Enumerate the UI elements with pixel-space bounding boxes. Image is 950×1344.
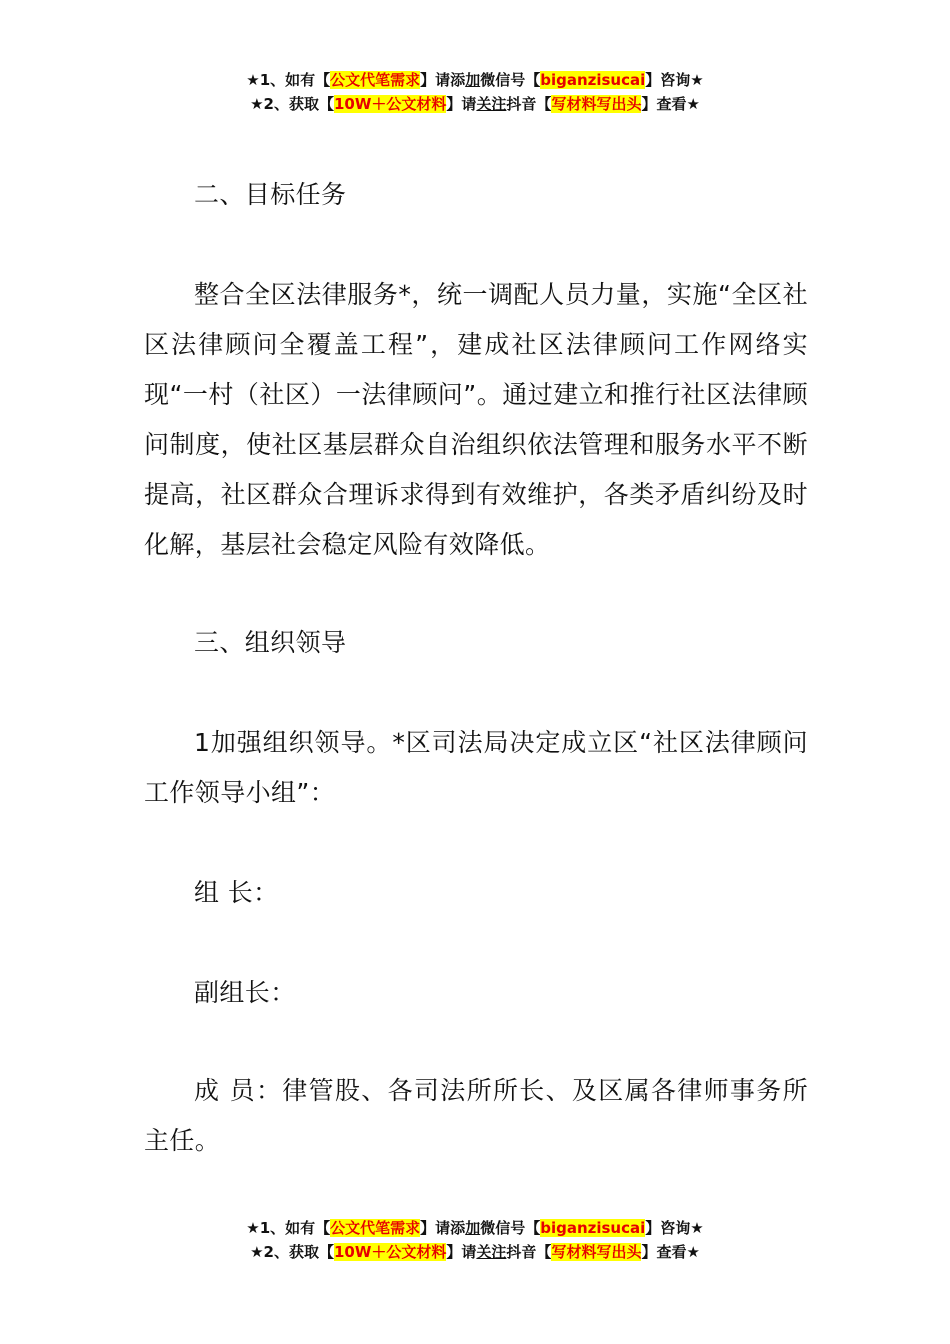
banner-text: 】请添 xyxy=(420,1219,466,1237)
banner-text: 】请 xyxy=(446,95,477,113)
section-heading-goals: 二、目标任务 xyxy=(194,180,347,209)
leader-label: 组 长： xyxy=(194,878,279,907)
footer-banner xyxy=(0,1216,950,1264)
banner-line-1 xyxy=(0,68,950,92)
banner-text: 】请 xyxy=(446,1243,477,1261)
banner-text: 】查看★ xyxy=(641,95,700,113)
goals-paragraph: 整合全区法律服务*，统一调配人员力量，实施“全区社区法律顾问全覆盖工程”，建成社区法律顾问工作网络实现“一村（社区）一法律顾问”。通过建立和推行社区法律顾问制度，使社区基层群众自治组织依法管理和服务水平不断提高，社区群众合理诉求得到有效维护，各类矛盾纠纷及时化解，基层社会稳定风险有效降低。 xyxy=(144,280,808,559)
banner-highlight-douyin: 写材料写出头 xyxy=(551,1243,642,1261)
banner-highlight: 10W＋公文材料 xyxy=(333,1243,447,1261)
banner-text: 抖音【 xyxy=(506,1243,552,1261)
banner-highlight: 公文代笔需求 xyxy=(330,71,421,89)
banner-underlined-text: 关注 xyxy=(476,1243,507,1261)
banner-underlined-text: 加 xyxy=(465,1219,481,1237)
banner-text: ★1、如有【 xyxy=(246,1219,331,1237)
banner-line-1 xyxy=(0,1216,950,1240)
leadership-paragraph: 1加强组织领导。*区司法局决定成立区“社区法律顾问工作领导小组”： xyxy=(144,728,808,807)
banner-text: 抖音【 xyxy=(506,95,552,113)
banner-text: 】咨询★ xyxy=(645,1219,704,1237)
banner-line-2 xyxy=(0,1240,950,1264)
banner-text: ★2、获取【 xyxy=(250,95,334,113)
banner-text: 】咨询★ xyxy=(645,71,704,89)
banner-highlight: 10W＋公文材料 xyxy=(333,95,447,113)
deputy-leader-label: 副组长： xyxy=(194,978,296,1007)
banner-highlight: 公文代笔需求 xyxy=(330,1219,421,1237)
banner-highlight-douyin: 写材料写出头 xyxy=(551,95,642,113)
banner-highlight-wechat-id: biganzisucai xyxy=(540,1219,646,1237)
banner-line-2 xyxy=(0,92,950,116)
banner-underlined-text: 加 xyxy=(465,71,481,89)
banner-text: 微信号【 xyxy=(480,71,541,89)
banner-text: 】请添 xyxy=(420,71,466,89)
banner-text: ★2、获取【 xyxy=(250,1243,334,1261)
banner-underlined-text: 关注 xyxy=(476,95,507,113)
banner-text: 】查看★ xyxy=(641,1243,700,1261)
banner-text: ★1、如有【 xyxy=(246,71,331,89)
banner-text: 微信号【 xyxy=(480,1219,541,1237)
section-heading-organization: 三、组织领导 xyxy=(194,628,347,657)
header-banner xyxy=(0,68,950,116)
banner-highlight-wechat-id: biganzisucai xyxy=(540,71,646,89)
members-paragraph: 成 员：律管股、各司法所所长、及区属各律师事务所主任。 xyxy=(144,1076,808,1155)
